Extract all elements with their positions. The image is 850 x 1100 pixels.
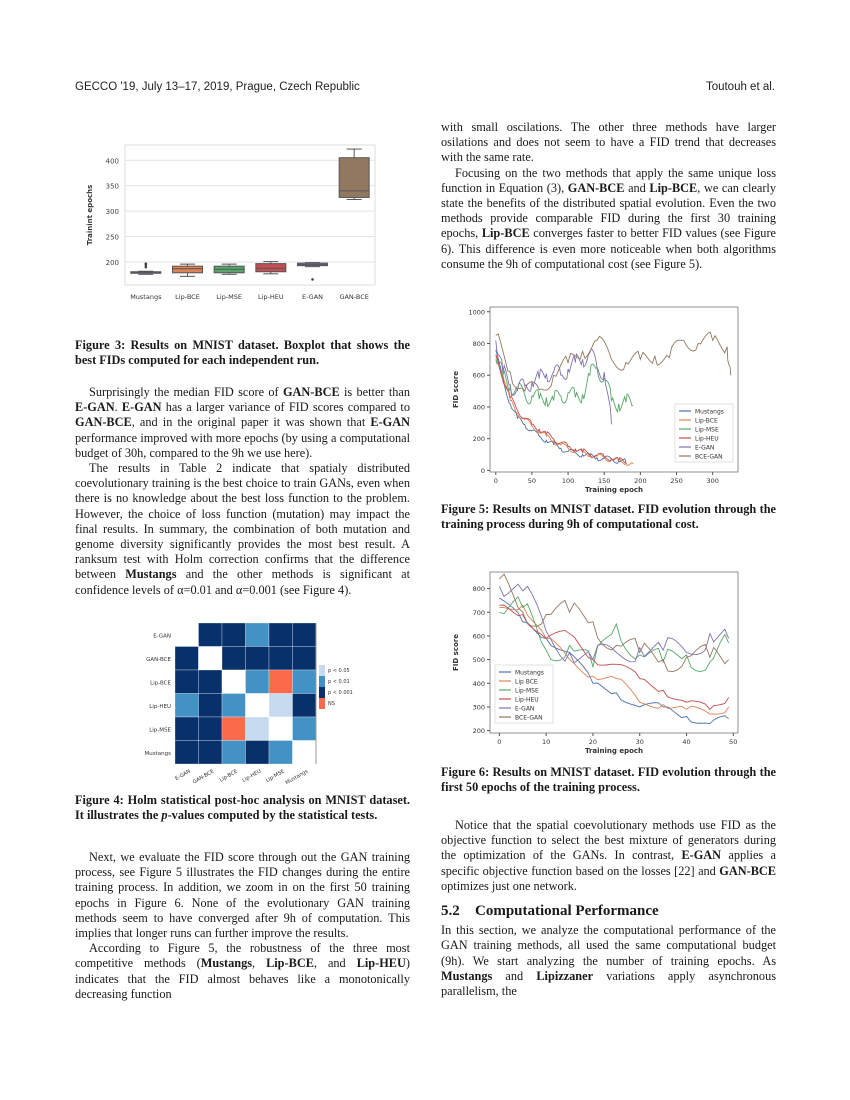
svg-text:p < 0.01: p < 0.01 [328,679,350,685]
svg-text:Lip-MSE: Lip-MSE [149,727,171,734]
right-column-text [441,120,776,272]
svg-text:GAN-BCE: GAN-BCE [191,768,216,786]
section-5-2 [441,904,776,999]
svg-text:Lip-HEU: Lip-HEU [258,293,284,301]
svg-text:Lip-BCE: Lip-BCE [150,680,171,687]
svg-text:250: 250 [670,477,683,485]
svg-text:0: 0 [493,477,498,485]
svg-text:Lip-HEU: Lip-HEU [515,696,539,704]
svg-text:NS: NS [328,701,335,707]
svg-text:1000: 1000 [468,308,485,317]
svg-text:BCE-GAN: BCE-GAN [515,714,543,722]
right-column-text-lower [441,818,776,894]
svg-text:Lip-BCE: Lip-BCE [175,293,200,301]
svg-text:500: 500 [472,656,485,665]
svg-text:E-GAN: E-GAN [695,444,715,452]
paragraph: Notice that the spatial coevolutionary methods use FID as the objective function to select the best mixture of generators during the optimization of the GANs. In contrast, E-GAN applies a specific objective function based on the losses [22] and GAN-BCE optimizes just one network. [441,818,776,893]
svg-text:600: 600 [472,632,485,641]
svg-text:Mustangs: Mustangs [695,408,724,416]
paragraph: Surprisingly the median FID score of GAN-BCE is better than E-GAN. E-GAN has a larger variance of FID scores compared to GAN-BCE, and in the original paper it was shown that E-GAN performance improved with more epochs (by using a computational budget of 30h, compared to the 9h we use here). [75,385,410,460]
svg-text:20: 20 [588,738,598,746]
svg-text:FID score: FID score [452,371,460,408]
svg-text:200: 200 [634,477,647,485]
svg-text:10: 10 [542,738,551,746]
svg-text:Mustangs: Mustangs [515,669,544,677]
svg-text:Lip-MSE: Lip-MSE [216,293,243,301]
svg-text:Lip-HEU: Lip-HEU [241,768,263,784]
svg-text:50: 50 [527,477,537,485]
svg-text:E-GAN: E-GAN [301,293,324,301]
svg-text:E-GAN: E-GAN [515,705,535,713]
figure-6-linechart [448,567,748,759]
figure-3-boxplot [80,140,380,310]
svg-text:Lip-HEU: Lip-HEU [695,435,719,443]
svg-text:800: 800 [472,339,485,348]
svg-text:FID score: FID score [452,634,460,671]
svg-text:350: 350 [105,182,119,191]
venue-label: GECCO '19, July 13–17, 2019, Prague, Czech Republic [75,81,360,93]
svg-text:Lip-MSE: Lip-MSE [515,687,539,695]
paragraph: Next, we evaluate the FID score through out the GAN training process, see Figure 5 illustrates the FID changes during the entire training process. In addition, we zoom in on the first 50 training epochs in Figure 6. None of the evolutionary GAN training methods seem to have converged after 9h of computation. This implies that longer runs can further improve the results. [75,850,410,941]
paragraph: Focusing on the two methods that apply the same unique loss function in Equation (3), GAN-BCE and Lip-BCE, we can clearly state the benefits of the distributed spatial evolution. Even the two methods provide comparable FID during the first 30 training epochs, Lip-BCE converges faster to better FID values (see Figure 6). This difference is even more noticeable when both algorithms consume the 9h of computational cost (see Figure 5). [441,165,776,271]
boxplot-chart [80,140,380,310]
figure-3-caption: Figure 3: Results on MNIST dataset. Boxplot that shows the best FIDs computed for each independent run. [75,338,410,368]
svg-text:Lip-MSE: Lip-MSE [695,426,719,434]
figure-6-caption: Figure 6: Results on MNIST dataset. FID evolution through the first 50 epochs of the training process. [441,765,776,795]
figure-5-linechart [448,302,748,497]
svg-text:300: 300 [706,477,719,485]
left-column-text [75,385,410,598]
svg-text:0: 0 [480,466,485,475]
svg-text:250: 250 [105,233,119,242]
svg-text:200: 200 [472,727,485,736]
svg-text:BCE-GAN: BCE-GAN [695,453,723,461]
svg-text:E-GAN: E-GAN [174,768,192,783]
svg-text:700: 700 [472,608,485,617]
figure-4-heatmap [140,618,360,788]
svg-text:Mustangs: Mustangs [284,768,310,787]
figure-5-caption: Figure 5: Results on MNIST dataset. FID evolution through the training process during 9h of computational cost. [441,502,776,532]
svg-text:0: 0 [497,738,502,746]
section-heading: 5.2 Computational Performance [441,903,659,919]
svg-text:p < 0.05: p < 0.05 [328,668,350,674]
svg-text:Lip-MSE: Lip-MSE [264,768,286,785]
svg-text:GAN-BCE: GAN-BCE [339,293,369,301]
svg-text:Lip-HEU: Lip-HEU [149,703,171,710]
svg-text:150: 150 [598,477,611,485]
heatmap-chart [140,618,360,788]
svg-text:200: 200 [105,259,119,268]
svg-text:Training epoch: Training epoch [584,747,644,755]
svg-text:300: 300 [472,703,485,712]
svg-text:Mustangs: Mustangs [130,293,162,301]
svg-text:Training epoch: Training epoch [584,486,644,494]
svg-text:600: 600 [472,371,485,380]
svg-text:100: 100 [561,477,575,485]
svg-text:30: 30 [635,738,644,746]
paragraph: According to Figure 5, the robustness of the three most competitive methods (Mustangs, Lip-BCE, and Lip-HEU) indicates that the FID almost behaves like a monotonically decreasing function [75,941,410,1001]
svg-text:Mustangs: Mustangs [144,750,171,757]
svg-text:Lip-BCE: Lip-BCE [218,768,239,784]
svg-text:300: 300 [105,208,119,217]
paragraph: In this section, we analyze the computational performance of the GAN training methods, all used the same computational budget (9h). We start analyzing the number of training epochs. As Mustangs and Lipizzaner variations apply asynchronous parallelism, the [441,923,777,999]
svg-text:E-GAN: E-GAN [153,633,171,640]
left-column-text-lower [75,850,410,1002]
svg-text:400: 400 [105,157,119,166]
svg-text:p < 0.001: p < 0.001 [328,690,353,696]
svg-text:50: 50 [729,738,738,746]
svg-text:200: 200 [472,435,485,444]
paragraph: The results in Table 2 indicate that spatialy distributed coevolutionary training is the best choice to train GANs, even when there is no knowledge about the best loss function to the problem. However, the choice of loss function (mutation) may impact the final results. In summary, the combination of both mutation and genome diversity significantly provides the most best result. A ranksum test with Holm correction confirms that the difference between Mustangs and the other methods is significant at confidence levels of α=0.01 and α=0.001 (see Figure 4). [75,461,411,597]
paragraph: with small oscilations. The other three methods have larger osilations and does not seem to have a FID trend that decreases with the same rate. [441,120,776,165]
authors-label: Toutouh et al. [705,81,775,93]
svg-text:400: 400 [472,679,485,688]
svg-text:Trainint epochs: Trainint epochs [86,184,94,246]
svg-text:800: 800 [472,585,485,594]
fid-full-chart [448,302,748,497]
figure-4-caption: Figure 4: Holm statistical post-hoc analysis on MNIST dataset. It illustrates the p-values computed by the statistical tests. [75,793,410,823]
svg-text:40: 40 [682,738,691,746]
svg-text:400: 400 [472,403,485,412]
svg-text:GAN-BCE: GAN-BCE [146,656,171,663]
fid-50-epoch-chart [448,567,748,759]
svg-text:Lip BCE: Lip BCE [515,678,538,686]
svg-text:Lip-BCE: Lip-BCE [695,417,718,425]
